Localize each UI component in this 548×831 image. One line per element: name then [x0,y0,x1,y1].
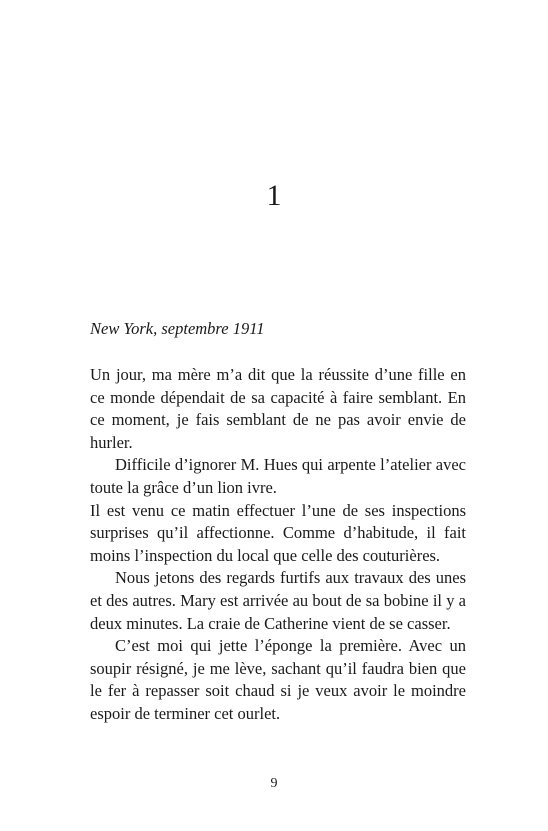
body-text [90,364,466,726]
paragraph: Nous jetons des regards furtifs aux travaux des unes et des autres. Mary est arrivée au bout de sa bobine il y a deux minutes. La craie de Catherine vient de se casser. [90,568,466,633]
paragraph: Il est venu ce matin effectuer l’une de ses inspections surprises qu’il affectionne. Comme d’habitude, il fait moins l’inspection du local que celle des couturières. [90,500,466,565]
paragraph: C’est moi qui jette l’éponge la première. Avec un soupir résigné, je me lève, sachant qu’il faudra bien que le fer à repasser soit chaud si je veux avoir le moindre espoir de terminer cet ourlet. [90,636,466,723]
chapter-number: 1 [266,179,282,212]
paragraph: Difficile d’ignorer M. Hues qui arpente l’atelier avec toute la grâce d’un lion ivre. [90,455,466,497]
paragraph: Un jour, ma mère m’a dit que la réussite d’une fille en ce monde dépendait de sa capacité à faire semblant. En ce moment, je fais semblant de ne pas avoir envie de hurler. [90,365,466,452]
page-number: 9 [270,776,278,791]
dateline: New York, septembre 1911 [90,319,265,338]
